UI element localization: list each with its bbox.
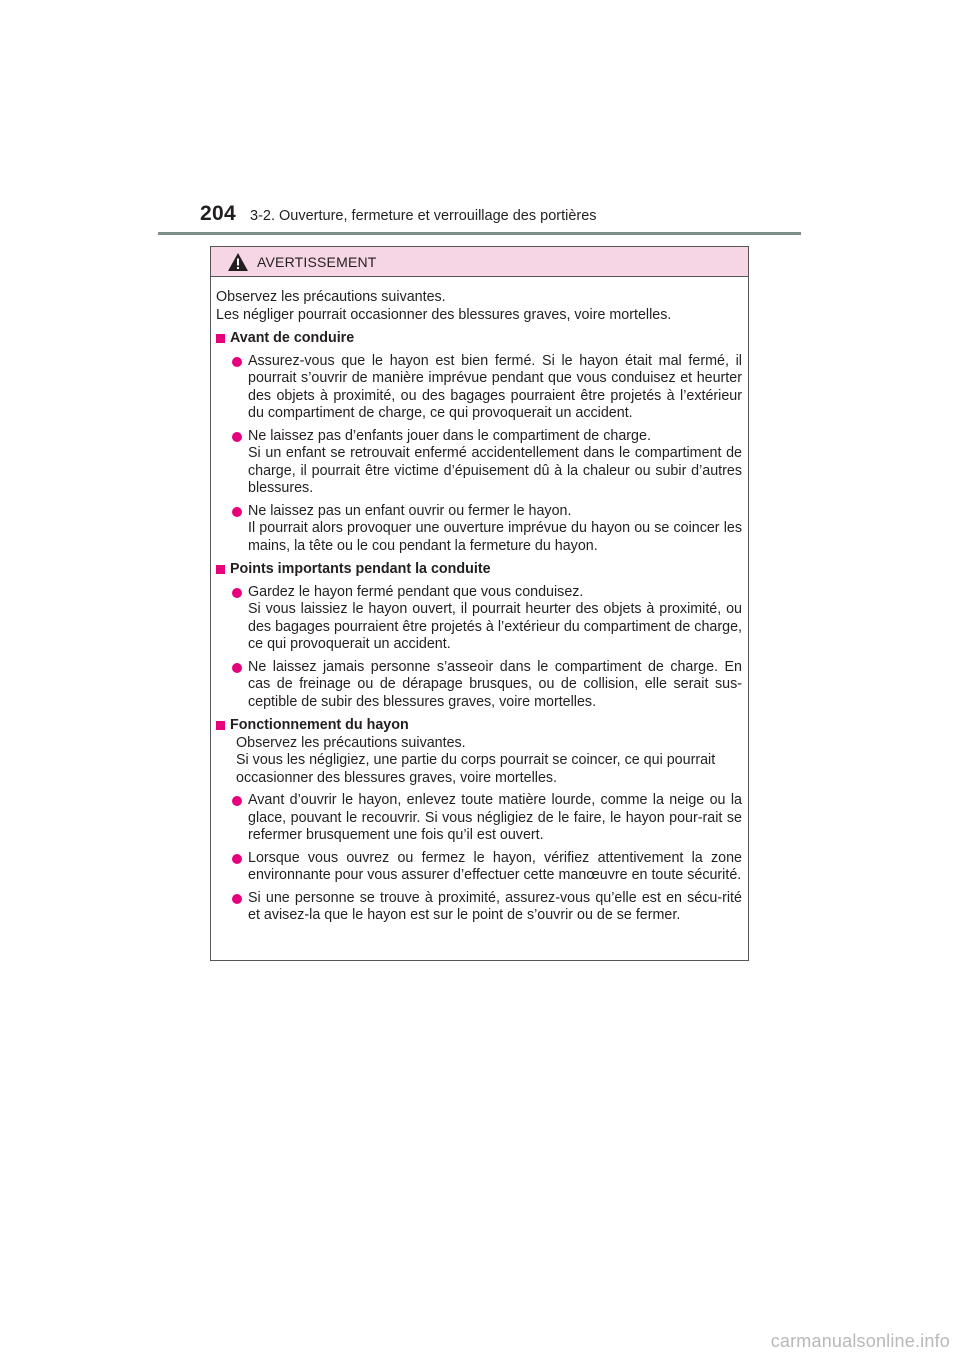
bullet-item: [216, 584, 742, 654]
section-intro-line: Si vous les négligiez, une partie du corps pourrait se coincer, ce qui pourrait occasionner des blessures graves, voire mortelles.: [236, 752, 716, 786]
intro-line: Observez les précautions suivantes.: [216, 289, 446, 305]
section-heading: [216, 561, 742, 579]
bullet-item: [216, 792, 742, 845]
circle-bullet-icon: [232, 588, 242, 598]
circle-bullet-icon: [232, 507, 242, 517]
bullet-text: Avant d’ouvrir le hayon, enlevez toute matière lourde, comme la neige ou la glace, pouvant le recouvrir. Si vous négligiez de le faire, le hayon pour-rait se refermer brusquement une fois qu’il est ouvert.: [248, 792, 742, 843]
bullet-text: Assurez-vous que le hayon est bien fermé. Si le hayon était mal fermé, il pourrait s’ouvrir de manière imprévue pendant que vous conduisez et heurter des objets à proximité, ou des bagages pourraient être projetés à l’extérieur du compartiment de charge, ce qui provoquerait un accident.: [248, 352, 742, 421]
bullet-item: [216, 353, 742, 423]
warning-section: [216, 330, 742, 555]
circle-bullet-icon: [232, 663, 242, 673]
bullet-text: Gardez le hayon fermé pendant que vous conduisez.: [248, 583, 584, 600]
bullet-item: [216, 890, 742, 925]
header-rule: [158, 232, 801, 235]
bullet-text: Il pourrait alors provoquer une ouverture imprévue du hayon ou se coincer les mains, la tête ou le cou pendant la fermeture du hayon.: [248, 520, 742, 554]
warning-triangle-icon: [227, 252, 249, 272]
section-intro: [216, 735, 742, 788]
bullet-item: [216, 659, 742, 712]
bullet-text: Lorsque vous ouvrez ou fermez le hayon, vérifiez attentivement la zone environnante pour vous assurer d’effectuer cette manœuvre en toute sécurité.: [248, 849, 742, 883]
warning-header: [211, 247, 748, 277]
watermark: carmanualsonline.info: [770, 1331, 950, 1351]
intro-line: Les négliger pourrait occasionner des blessures graves, voire mortelles.: [216, 306, 672, 323]
circle-bullet-icon: [232, 357, 242, 367]
warning-title: AVERTISSEMENT: [257, 253, 377, 270]
bullet-text: Si un enfant se retrouvait enfermé accidentellement dans le compartiment de charge, il pourrait être victime d’épuisement dû à la chaleur ou subir d’autres blessures.: [248, 445, 742, 496]
bullet-text: Ne laissez jamais personne s’asseoir dans le compartiment de charge. En cas de freinage ou de dérapage brusques, ou de collision, elle serait sus-ceptible de subir des blessures graves, voire mortelles.: [248, 658, 742, 710]
warning-section: [216, 717, 742, 925]
section-heading: [216, 330, 742, 348]
bullet-item: [216, 503, 742, 556]
square-bullet-icon: [216, 721, 225, 730]
circle-bullet-icon: [232, 854, 242, 864]
section-title: 3-2. Ouverture, fermeture et verrouillage des portières: [250, 208, 597, 224]
warning-intro: [216, 289, 742, 324]
section-heading: [216, 717, 742, 735]
bullet-text: Ne laissez pas d’enfants jouer dans le compartiment de charge.: [248, 427, 651, 444]
section-heading-text: Fonctionnement du hayon: [230, 717, 409, 733]
bullet-text: Si vous laissiez le hayon ouvert, il pourrait heurter des objets à proximité, ou des bagages pourraient être projetés à l’extérieur du compartiment de charge, ce qui provoquerait un accident.: [248, 601, 742, 652]
circle-bullet-icon: [232, 894, 242, 904]
section-intro-line: Observez les précautions suivantes.: [236, 734, 466, 751]
warning-body: [211, 277, 748, 925]
section-heading-text: Points importants pendant la conduite: [230, 561, 491, 577]
bullet-item: [216, 428, 742, 498]
section-heading-text: Avant de conduire: [230, 330, 355, 346]
square-bullet-icon: [216, 334, 225, 343]
warning-box: [210, 246, 749, 961]
bullet-text: Ne laissez pas un enfant ouvrir ou fermer le hayon.: [248, 502, 572, 519]
square-bullet-icon: [216, 565, 225, 574]
page-number: 204: [200, 202, 236, 225]
warning-section: [216, 561, 742, 711]
circle-bullet-icon: [232, 432, 242, 442]
circle-bullet-icon: [232, 796, 242, 806]
bullet-text: Si une personne se trouve à proximité, assurez-vous qu’elle est en sécu-rité et avisez-la que le hayon est sur le point de s’ouvrir ou de se fermer.: [248, 889, 742, 923]
bullet-item: [216, 850, 742, 885]
